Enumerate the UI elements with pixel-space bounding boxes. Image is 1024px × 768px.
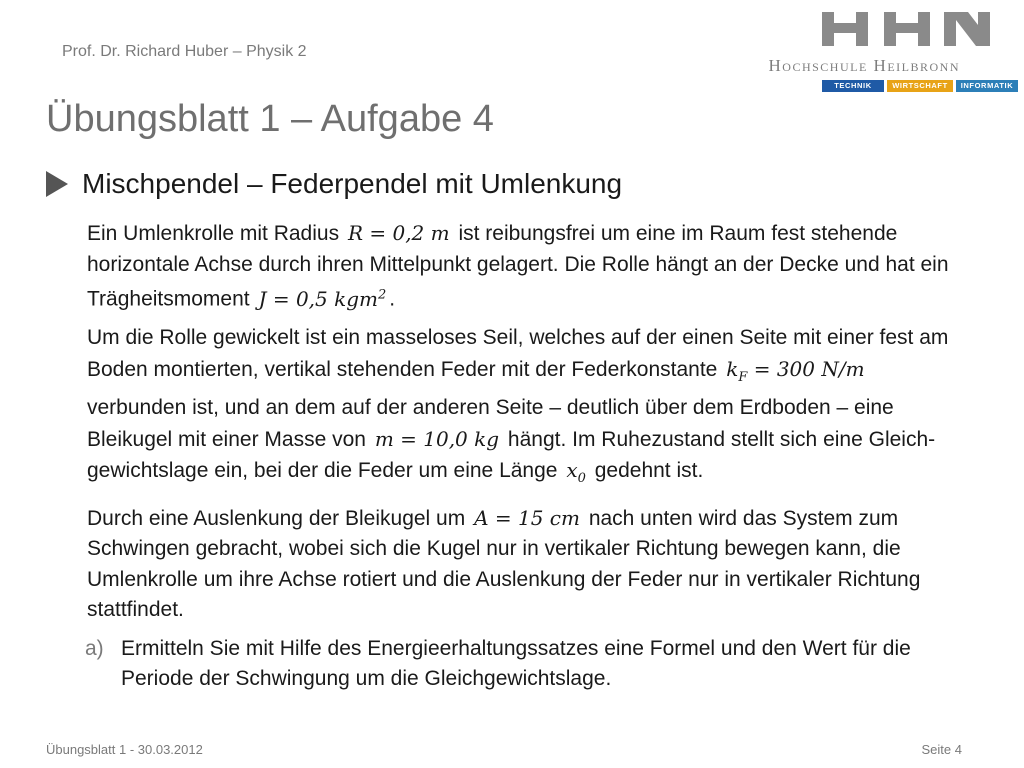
text: Durch eine Auslenkung der Bleikugel um bbox=[87, 506, 466, 530]
formula-mass: m = 10,0 kg bbox=[374, 426, 500, 451]
logo-bar-wirtschaft: WIRTSCHAFT bbox=[887, 80, 953, 92]
formula-radius: R = 0,2 m bbox=[347, 221, 450, 245]
text: gedehnt ist. bbox=[594, 459, 704, 483]
paragraph-3 bbox=[87, 503, 967, 626]
task-a bbox=[85, 634, 967, 695]
logo-wordmark: Hochschule Heilbronn bbox=[768, 56, 960, 75]
hhn-logo bbox=[760, 10, 1022, 94]
task-description bbox=[87, 218, 967, 695]
logo-bar-technik: TECHNIK bbox=[822, 80, 884, 92]
logo-category-bars bbox=[822, 80, 1018, 92]
text: nach unten wird das System zum Schwingen gebracht, wobei sich die Kugel nur in vertikaler Richtung bewegen kann, die Umlenkrolle um ihre Achse rotiert und die Auslenkung der Feder nur in vertikaler Richtung stattfindet. bbox=[87, 506, 921, 622]
header-author: Prof. Dr. Richard Huber – Physik 2 bbox=[62, 43, 307, 60]
text: . bbox=[389, 287, 396, 311]
formula-spring-constant: $k_F = 300$ N/m bbox=[726, 356, 865, 385]
subheading bbox=[46, 168, 622, 200]
text: Um die Rolle gewickelt ist ein masseloses Seil, welches auf der einen Seite mit einer fest am Boden montierten, vertikal stehenden Feder mit der Federkonstante bbox=[87, 326, 949, 381]
text: verbunden ist, und an dem auf der anderen Seite – deutlich über dem Erdboden – eine Bleikugel mit einer Masse von bbox=[87, 396, 894, 451]
text: hängt. Im Ruhezustand stellt sich eine Gleich-gewichtslage ein, bei der die Feder um eine Länge bbox=[87, 427, 936, 483]
slide-title: Übungsblatt 1 – Aufgabe 4 bbox=[46, 98, 494, 140]
footer-date: Übungsblatt 1 - 30.03.2012 bbox=[46, 742, 203, 757]
subheading-text: Mischpendel – Federpendel mit Umlenkung bbox=[82, 168, 623, 199]
paragraph-1 bbox=[87, 218, 967, 315]
logo-bar-informatik: INFORMATIK bbox=[956, 80, 1018, 92]
formula-amplitude: A = 15 cm bbox=[474, 505, 580, 530]
text: Ein Umlenkrolle mit Radius bbox=[87, 222, 340, 245]
paragraph-2 bbox=[87, 323, 967, 495]
hhn-logo-mark bbox=[822, 10, 1022, 50]
formula-inertia: J = 0,5 kgm$^2$ bbox=[258, 286, 387, 311]
task-a-label: a) bbox=[85, 636, 104, 660]
footer-page-number: Seite 4 bbox=[921, 742, 962, 757]
task-a-text: Ermitteln Sie mit Hilfe des Energieerhaltungssatzes eine Formel und den Wert für die Periode der Schwingung um die Gleichgewichtslage. bbox=[121, 636, 911, 691]
bullet-triangle-icon bbox=[46, 171, 68, 197]
formula-x0: $x_0$ bbox=[566, 458, 586, 487]
text: ist reibungsfrei um eine im Raum fest stehende horizontale Achse durch ihren Mittelpunkt gelagert. Die Rolle hängt an der Decke und hat ein Trägheitsmoment bbox=[87, 222, 949, 311]
